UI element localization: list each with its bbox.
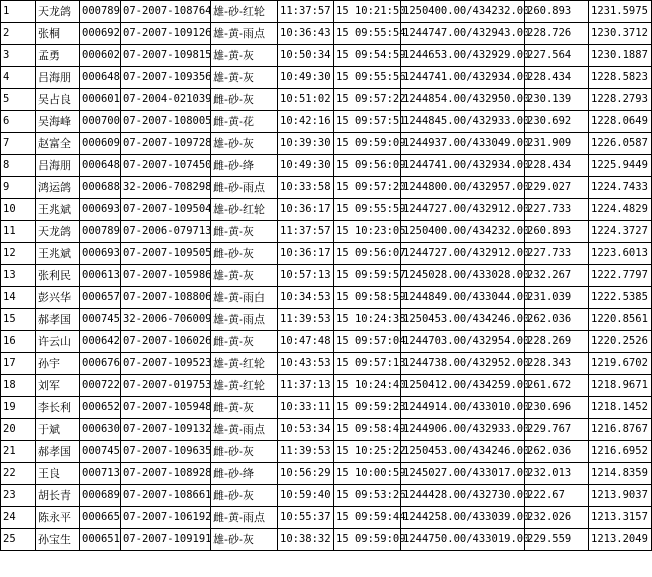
member-id-cell: 000713: [80, 463, 121, 485]
arrival-time-cell: 15 10:24:40: [334, 375, 401, 397]
coordinates-cell: 1244703.00/432954.00: [401, 331, 525, 353]
speed-cell: 1228.0649: [589, 111, 652, 133]
speed-cell: 1220.2526: [589, 331, 652, 353]
ring-number-cell: 07-2007-106192: [121, 507, 211, 529]
rank-cell: 13: [1, 265, 36, 287]
release-time-cell: 10:39:30: [278, 133, 334, 155]
rank-cell: 18: [1, 375, 36, 397]
member-id-cell: 000602: [80, 45, 121, 67]
bird-description-cell: 雌-砂-灰: [211, 485, 278, 507]
table-row: [1, 375, 652, 397]
distance-cell: 260.893: [525, 1, 589, 23]
bird-description-cell: 雌-砂-灰: [211, 243, 278, 265]
arrival-time-cell: 15 09:56:07: [334, 243, 401, 265]
table-row: [1, 507, 652, 529]
bird-description-cell: 雄-黄-雨点: [211, 419, 278, 441]
coordinates-cell: 1244750.00/433019.00: [401, 529, 525, 551]
speed-cell: 1224.7433: [589, 177, 652, 199]
distance-cell: 262.036: [525, 441, 589, 463]
bird-description-cell: 雄-砂-红轮: [211, 199, 278, 221]
ring-number-cell: 07-2007-109815: [121, 45, 211, 67]
rank-cell: 20: [1, 419, 36, 441]
rank-cell: 9: [1, 177, 36, 199]
member-id-cell: 000652: [80, 397, 121, 419]
table-row: [1, 397, 652, 419]
speed-cell: 1223.6013: [589, 243, 652, 265]
member-id-cell: 000745: [80, 441, 121, 463]
arrival-time-cell: 15 09:58:49: [334, 419, 401, 441]
member-id-cell: 000745: [80, 309, 121, 331]
name-cell: 赵富全: [36, 133, 80, 155]
ring-number-cell: 32-2006-708298: [121, 177, 211, 199]
bird-description-cell: 雄-黄-灰: [211, 67, 278, 89]
coordinates-cell: 1244258.00/433039.00: [401, 507, 525, 529]
rank-cell: 4: [1, 67, 36, 89]
coordinates-cell: 1244741.00/432934.00: [401, 155, 525, 177]
speed-cell: 1218.9671: [589, 375, 652, 397]
bird-description-cell: 雌-黄-花: [211, 111, 278, 133]
table-row: [1, 243, 652, 265]
rank-cell: 14: [1, 287, 36, 309]
release-time-cell: 10:53:34: [278, 419, 334, 441]
coordinates-cell: 1244937.00/433049.00: [401, 133, 525, 155]
bird-description-cell: 雌-砂-绛: [211, 463, 278, 485]
bird-description-cell: 雌-黄-雨点: [211, 507, 278, 529]
coordinates-cell: 1244741.00/432934.00: [401, 67, 525, 89]
distance-cell: 229.767: [525, 419, 589, 441]
arrival-time-cell: 15 10:23:05: [334, 221, 401, 243]
arrival-time-cell: 15 10:25:22: [334, 441, 401, 463]
coordinates-cell: 1244738.00/432952.00: [401, 353, 525, 375]
rank-cell: 22: [1, 463, 36, 485]
release-time-cell: 10:56:29: [278, 463, 334, 485]
member-id-cell: 000665: [80, 507, 121, 529]
speed-cell: 1224.3727: [589, 221, 652, 243]
speed-cell: 1224.4829: [589, 199, 652, 221]
table-row: [1, 265, 652, 287]
distance-cell: 232.013: [525, 463, 589, 485]
table-row: [1, 67, 652, 89]
arrival-time-cell: 15 09:58:59: [334, 287, 401, 309]
member-id-cell: 000693: [80, 243, 121, 265]
rank-cell: 8: [1, 155, 36, 177]
member-id-cell: 000601: [80, 89, 121, 111]
coordinates-cell: 1244747.00/432943.00: [401, 23, 525, 45]
member-id-cell: 000789: [80, 1, 121, 23]
distance-cell: 222.67: [525, 485, 589, 507]
table-row: [1, 155, 652, 177]
table-row: [1, 419, 652, 441]
coordinates-cell: 1244800.00/432957.00: [401, 177, 525, 199]
distance-cell: 261.672: [525, 375, 589, 397]
ring-number-cell: 07-2007-108764: [121, 1, 211, 23]
bird-description-cell: 雄-黄-雨白: [211, 287, 278, 309]
coordinates-cell: 1250400.00/434232.00: [401, 1, 525, 23]
ring-number-cell: 07-2007-108005: [121, 111, 211, 133]
ring-number-cell: 07-2007-108806: [121, 287, 211, 309]
ring-number-cell: 07-2007-105948: [121, 397, 211, 419]
name-cell: 王兆斌: [36, 243, 80, 265]
member-id-cell: 000692: [80, 23, 121, 45]
table-row: [1, 133, 652, 155]
release-time-cell: 10:33:58: [278, 177, 334, 199]
table-row: [1, 309, 652, 331]
name-cell: 孙宇: [36, 353, 80, 375]
bird-description-cell: 雄-黄-雨点: [211, 23, 278, 45]
arrival-time-cell: 15 09:54:59: [334, 45, 401, 67]
name-cell: 彭兴华: [36, 287, 80, 309]
bird-description-cell: 雌-砂-灰: [211, 441, 278, 463]
rank-cell: 17: [1, 353, 36, 375]
speed-cell: 1222.7797: [589, 265, 652, 287]
distance-cell: 230.696: [525, 397, 589, 419]
release-time-cell: 10:33:11: [278, 397, 334, 419]
arrival-time-cell: 15 09:59:44: [334, 507, 401, 529]
arrival-time-cell: 15 10:00:59: [334, 463, 401, 485]
bird-description-cell: 雌-砂-雨点: [211, 177, 278, 199]
name-cell: 于斌: [36, 419, 80, 441]
rank-cell: 12: [1, 243, 36, 265]
arrival-time-cell: 15 09:59:57: [334, 265, 401, 287]
bird-description-cell: 雌-砂-绛: [211, 155, 278, 177]
table-row: [1, 221, 652, 243]
rank-cell: 3: [1, 45, 36, 67]
name-cell: 鸿运鸽: [36, 177, 80, 199]
bird-description-cell: 雄-砂-红轮: [211, 1, 278, 23]
ring-number-cell: 07-2007-106026: [121, 331, 211, 353]
name-cell: 刘军: [36, 375, 80, 397]
name-cell: 天龙鸽: [36, 221, 80, 243]
release-time-cell: 10:55:37: [278, 507, 334, 529]
ring-number-cell: 07-2007-019753: [121, 375, 211, 397]
ring-number-cell: 07-2007-105986: [121, 265, 211, 287]
speed-cell: 1230.3712: [589, 23, 652, 45]
distance-cell: 260.893: [525, 221, 589, 243]
distance-cell: 227.733: [525, 199, 589, 221]
rank-cell: 6: [1, 111, 36, 133]
table-row: [1, 23, 652, 45]
table-row: [1, 111, 652, 133]
distance-cell: 228.343: [525, 353, 589, 375]
ring-number-cell: 07-2007-109191: [121, 529, 211, 551]
distance-cell: 262.036: [525, 309, 589, 331]
member-id-cell: 000613: [80, 265, 121, 287]
bird-description-cell: 雄-黄-灰: [211, 265, 278, 287]
bird-description-cell: 雌-黄-灰: [211, 331, 278, 353]
ring-number-cell: 07-2006-079713: [121, 221, 211, 243]
table-row: [1, 529, 652, 551]
member-id-cell: 000651: [80, 529, 121, 551]
arrival-time-cell: 15 10:21:50: [334, 1, 401, 23]
arrival-time-cell: 15 09:57:20: [334, 177, 401, 199]
ring-number-cell: 07-2007-109126: [121, 23, 211, 45]
ring-number-cell: 07-2007-109505: [121, 243, 211, 265]
ring-number-cell: 07-2007-109504: [121, 199, 211, 221]
bird-description-cell: 雌-砂-灰: [211, 89, 278, 111]
distance-cell: 230.692: [525, 111, 589, 133]
member-id-cell: 000609: [80, 133, 121, 155]
rank-cell: 23: [1, 485, 36, 507]
member-id-cell: 000630: [80, 419, 121, 441]
rank-cell: 10: [1, 199, 36, 221]
ring-number-cell: 07-2007-109523: [121, 353, 211, 375]
arrival-time-cell: 15 09:53:26: [334, 485, 401, 507]
distance-cell: 228.434: [525, 155, 589, 177]
coordinates-cell: 1244653.00/432929.00: [401, 45, 525, 67]
name-cell: 天龙鸽: [36, 1, 80, 23]
ring-number-cell: 07-2007-109132: [121, 419, 211, 441]
coordinates-cell: 1250400.00/434232.00: [401, 221, 525, 243]
member-id-cell: 000789: [80, 221, 121, 243]
ring-number-cell: 07-2007-109728: [121, 133, 211, 155]
rank-cell: 25: [1, 529, 36, 551]
rank-cell: 7: [1, 133, 36, 155]
release-time-cell: 10:49:30: [278, 155, 334, 177]
coordinates-cell: 1250453.00/434246.00: [401, 309, 525, 331]
release-time-cell: 11:37:13: [278, 375, 334, 397]
arrival-time-cell: 15 09:56:09: [334, 155, 401, 177]
name-cell: 李长利: [36, 397, 80, 419]
distance-cell: 229.559: [525, 529, 589, 551]
table-row: [1, 45, 652, 67]
rank-cell: 2: [1, 23, 36, 45]
speed-cell: 1226.0587: [589, 133, 652, 155]
release-time-cell: 10:42:16: [278, 111, 334, 133]
distance-cell: 228.434: [525, 67, 589, 89]
coordinates-cell: 1245027.00/433017.00: [401, 463, 525, 485]
table-row: [1, 1, 652, 23]
name-cell: 胡长青: [36, 485, 80, 507]
ring-number-cell: 07-2007-108928: [121, 463, 211, 485]
name-cell: 郝孝国: [36, 309, 80, 331]
name-cell: 许云山: [36, 331, 80, 353]
table-row: [1, 331, 652, 353]
ring-number-cell: 07-2004-021039: [121, 89, 211, 111]
arrival-time-cell: 15 09:59:09: [334, 529, 401, 551]
arrival-time-cell: 15 09:57:13: [334, 353, 401, 375]
bird-description-cell: 雄-黄-红轮: [211, 353, 278, 375]
speed-cell: 1222.5385: [589, 287, 652, 309]
member-id-cell: 000693: [80, 199, 121, 221]
bird-description-cell: 雄-黄-红轮: [211, 375, 278, 397]
arrival-time-cell: 15 10:24:38: [334, 309, 401, 331]
coordinates-cell: 1244914.00/433010.00: [401, 397, 525, 419]
release-time-cell: 11:37:57: [278, 1, 334, 23]
coordinates-cell: 1244849.00/433044.00: [401, 287, 525, 309]
name-cell: 孟勇: [36, 45, 80, 67]
table-row: [1, 177, 652, 199]
name-cell: 吕海朋: [36, 67, 80, 89]
name-cell: 吴占良: [36, 89, 80, 111]
table-row: [1, 441, 652, 463]
name-cell: 王良: [36, 463, 80, 485]
coordinates-cell: 1244727.00/432912.00: [401, 199, 525, 221]
release-time-cell: 10:57:13: [278, 265, 334, 287]
speed-cell: 1213.2049: [589, 529, 652, 551]
release-time-cell: 11:39:53: [278, 309, 334, 331]
distance-cell: 232.026: [525, 507, 589, 529]
bird-description-cell: 雌-黄-灰: [211, 221, 278, 243]
coordinates-cell: 1244906.00/432933.00: [401, 419, 525, 441]
name-cell: 张利民: [36, 265, 80, 287]
arrival-time-cell: 15 09:57:22: [334, 89, 401, 111]
member-id-cell: 000688: [80, 177, 121, 199]
member-id-cell: 000676: [80, 353, 121, 375]
arrival-time-cell: 15 09:55:59: [334, 199, 401, 221]
release-time-cell: 10:34:53: [278, 287, 334, 309]
arrival-time-cell: 15 09:57:51: [334, 111, 401, 133]
coordinates-cell: 1244428.00/432730.00: [401, 485, 525, 507]
speed-cell: 1214.8359: [589, 463, 652, 485]
rank-cell: 11: [1, 221, 36, 243]
speed-cell: 1225.9449: [589, 155, 652, 177]
member-id-cell: 000722: [80, 375, 121, 397]
table-row: [1, 353, 652, 375]
speed-cell: 1220.8561: [589, 309, 652, 331]
rank-cell: 15: [1, 309, 36, 331]
speed-cell: 1216.6952: [589, 441, 652, 463]
release-time-cell: 10:38:32: [278, 529, 334, 551]
speed-cell: 1228.5823: [589, 67, 652, 89]
speed-cell: 1230.1887: [589, 45, 652, 67]
coordinates-cell: 1250412.00/434259.00: [401, 375, 525, 397]
name-cell: 陈永平: [36, 507, 80, 529]
arrival-time-cell: 15 09:59:23: [334, 397, 401, 419]
table-row: [1, 199, 652, 221]
table-row: [1, 287, 652, 309]
bird-description-cell: 雄-黄-雨点: [211, 309, 278, 331]
bird-description-cell: 雌-黄-灰: [211, 397, 278, 419]
distance-cell: 227.564: [525, 45, 589, 67]
release-time-cell: 11:39:53: [278, 441, 334, 463]
bird-description-cell: 雄-砂-灰: [211, 529, 278, 551]
coordinates-cell: 1244845.00/432933.00: [401, 111, 525, 133]
member-id-cell: 000657: [80, 287, 121, 309]
release-time-cell: 10:49:30: [278, 67, 334, 89]
name-cell: 孙宝生: [36, 529, 80, 551]
speed-cell: 1213.3157: [589, 507, 652, 529]
arrival-time-cell: 15 09:57:04: [334, 331, 401, 353]
bird-description-cell: 雄-砂-灰: [211, 133, 278, 155]
rank-cell: 16: [1, 331, 36, 353]
ring-number-cell: 07-2007-108661: [121, 485, 211, 507]
release-time-cell: 10:59:40: [278, 485, 334, 507]
distance-cell: 228.726: [525, 23, 589, 45]
member-id-cell: 000700: [80, 111, 121, 133]
table-row: [1, 463, 652, 485]
release-time-cell: 10:50:34: [278, 45, 334, 67]
rank-cell: 5: [1, 89, 36, 111]
ring-number-cell: 07-2007-109356: [121, 67, 211, 89]
coordinates-cell: 1245028.00/433028.00: [401, 265, 525, 287]
release-time-cell: 10:36:43: [278, 23, 334, 45]
member-id-cell: 000689: [80, 485, 121, 507]
distance-cell: 228.269: [525, 331, 589, 353]
speed-cell: 1213.9037: [589, 485, 652, 507]
coordinates-cell: 1250453.00/434246.00: [401, 441, 525, 463]
table-row: [1, 89, 652, 111]
distance-cell: 227.733: [525, 243, 589, 265]
arrival-time-cell: 15 09:59:09: [334, 133, 401, 155]
bird-description-cell: 雄-黄-灰: [211, 45, 278, 67]
name-cell: 王兆斌: [36, 199, 80, 221]
coordinates-cell: 1244727.00/432912.00: [401, 243, 525, 265]
member-id-cell: 000648: [80, 155, 121, 177]
release-time-cell: 10:36:17: [278, 243, 334, 265]
name-cell: 吴海峰: [36, 111, 80, 133]
name-cell: 张桐: [36, 23, 80, 45]
distance-cell: 232.267: [525, 265, 589, 287]
ring-number-cell: 07-2007-109635: [121, 441, 211, 463]
rank-cell: 19: [1, 397, 36, 419]
name-cell: 郝孝国: [36, 441, 80, 463]
release-time-cell: 10:47:48: [278, 331, 334, 353]
speed-cell: 1219.6702: [589, 353, 652, 375]
rank-cell: 1: [1, 1, 36, 23]
ring-number-cell: 07-2007-107450: [121, 155, 211, 177]
arrival-time-cell: 15 09:55:54: [334, 23, 401, 45]
rank-cell: 24: [1, 507, 36, 529]
arrival-time-cell: 15 09:55:56: [334, 67, 401, 89]
release-time-cell: 10:36:17: [278, 199, 334, 221]
release-time-cell: 10:51:02: [278, 89, 334, 111]
release-time-cell: 10:43:53: [278, 353, 334, 375]
table-body: [1, 1, 652, 551]
speed-cell: 1228.2793: [589, 89, 652, 111]
rank-cell: 21: [1, 441, 36, 463]
ring-number-cell: 32-2006-706009: [121, 309, 211, 331]
name-cell: 吕海朋: [36, 155, 80, 177]
speed-cell: 1231.5975: [589, 1, 652, 23]
distance-cell: 231.039: [525, 287, 589, 309]
coordinates-cell: 1244854.00/432950.00: [401, 89, 525, 111]
distance-cell: 230.139: [525, 89, 589, 111]
table-row: [1, 485, 652, 507]
member-id-cell: 000648: [80, 67, 121, 89]
release-time-cell: 11:37:57: [278, 221, 334, 243]
speed-cell: 1218.1452: [589, 397, 652, 419]
speed-cell: 1216.8767: [589, 419, 652, 441]
distance-cell: 229.027: [525, 177, 589, 199]
member-id-cell: 000642: [80, 331, 121, 353]
distance-cell: 231.909: [525, 133, 589, 155]
